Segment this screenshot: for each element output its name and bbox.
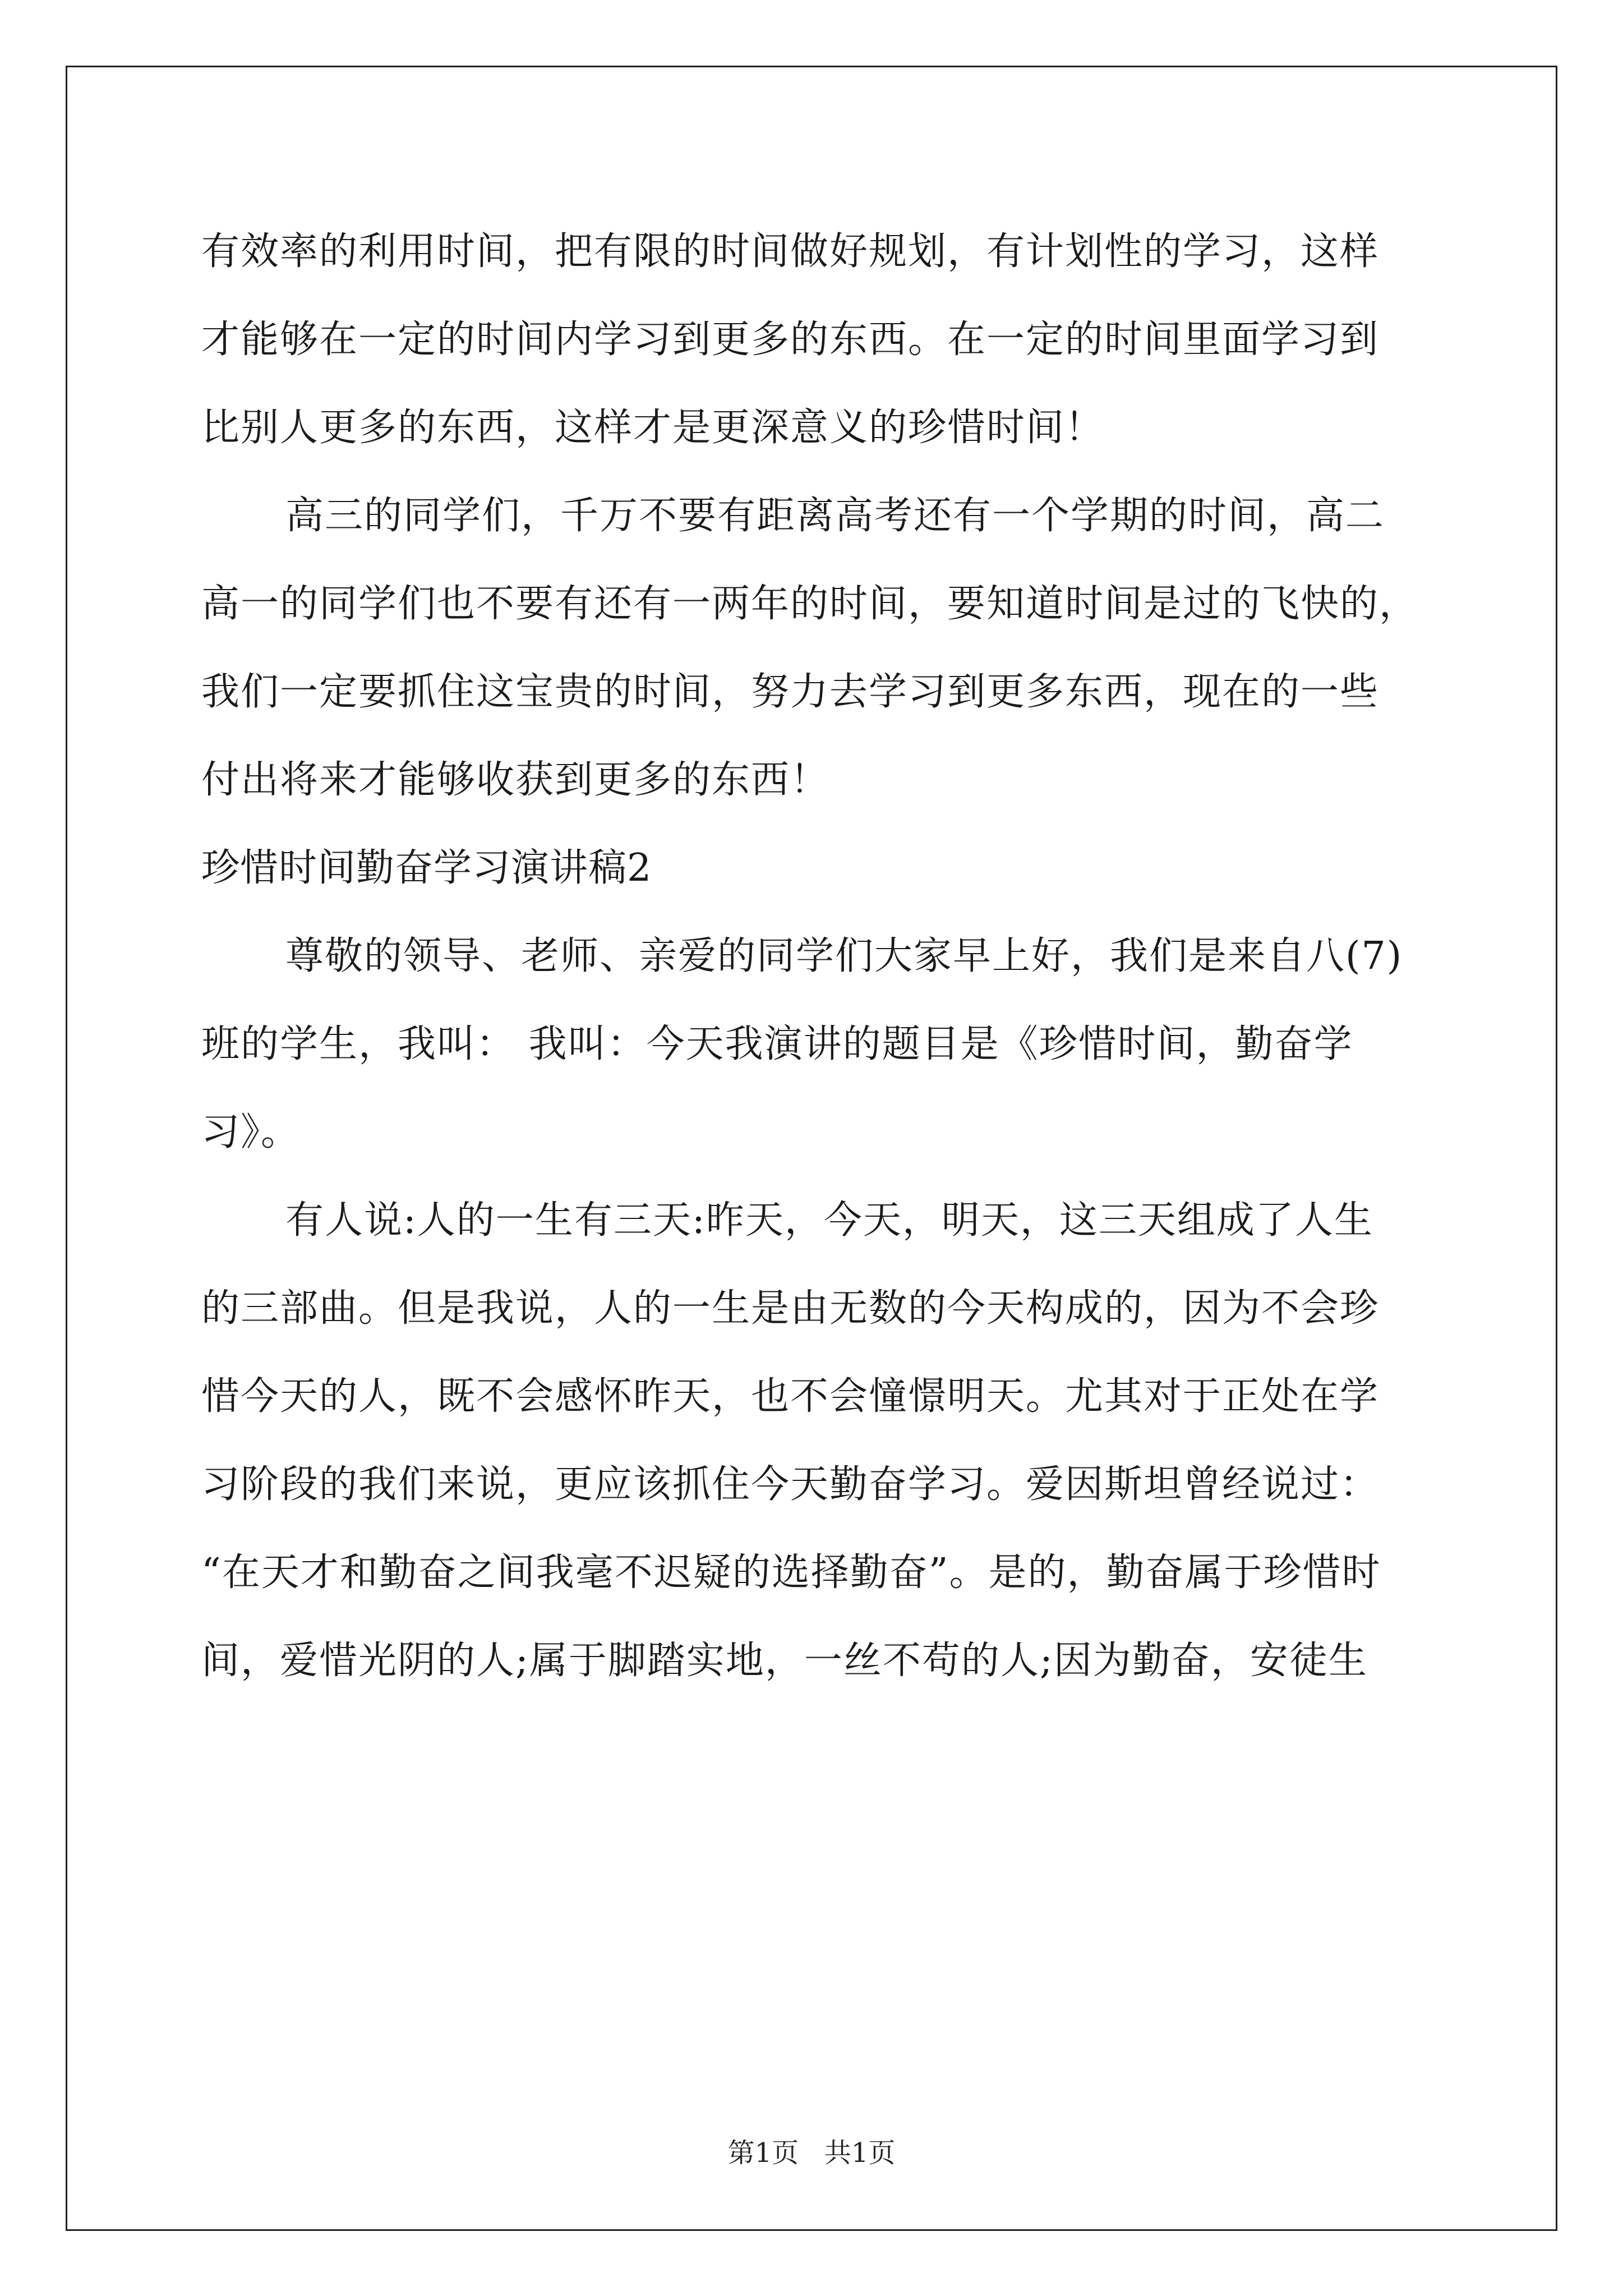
paragraph-line: 的三部曲。但是我说，人的一生是由无数的今天构成的，因为不会珍 [201, 1286, 1380, 1331]
paragraph-line: 班的学生，我叫： 我叫：今天我演讲的题目是《珍惜时间，勤奋学 [201, 1022, 1353, 1066]
paragraph-line: 才能够在一定的时间内学习到更多的东西。在一定的时间里面学习到 [201, 318, 1380, 362]
document-body [201, 208, 1435, 1705]
paragraph-line: 高一的同学们也不要有还有一两年的时间，要知道时间是过的飞快的， [201, 582, 1419, 626]
paragraph-line: 惜今天的人，既不会感怀昨天，也不会憧憬明天。尤其对于正处在学 [201, 1374, 1380, 1419]
paragraph-line: 有效率的利用时间，把有限的时间做好规划，有计划性的学习，这样 [201, 229, 1380, 274]
paragraph-line: 有人说:人的一生有三天:昨天，今天，明天，这三天组成了人生 [285, 1198, 1373, 1243]
section-heading: 珍惜时间勤奋学习演讲稿2 [201, 846, 652, 890]
paragraph-line: “在天才和勤奋之间我毫不迟疑的选择勤奋”。是的，勤奋属于珍惜时 [201, 1550, 1381, 1595]
paragraph-line: 比别人更多的东西，这样才是更深意义的珍惜时间！ [201, 406, 1105, 450]
paragraph-line: 付出将来才能够收获到更多的东西！ [201, 758, 830, 802]
paragraph-line: 我们一定要抓住这宝贵的时间，努力去学习到更多东西，现在的一些 [201, 670, 1380, 714]
paragraph-line: 习阶段的我们来说，更应该抓住今天勤奋学习。爱因斯坦曾经说过： [201, 1462, 1380, 1507]
paragraph-line: 间，爱惜光阴的人;属于脚踏实地，一丝不苟的人;因为勤奋，安徒生 [201, 1639, 1368, 1683]
page-footer: 第1页 共1页 [727, 2137, 896, 2169]
paragraph-line: 尊敬的领导、老师、亲爱的同学们大家早上好，我们是来自八(7) [285, 934, 1403, 978]
paragraph-line: 习》。 [201, 1110, 301, 1154]
paragraph-line: 高三的同学们，千万不要有距离高考还有一个学期的时间，高二 [285, 494, 1385, 538]
